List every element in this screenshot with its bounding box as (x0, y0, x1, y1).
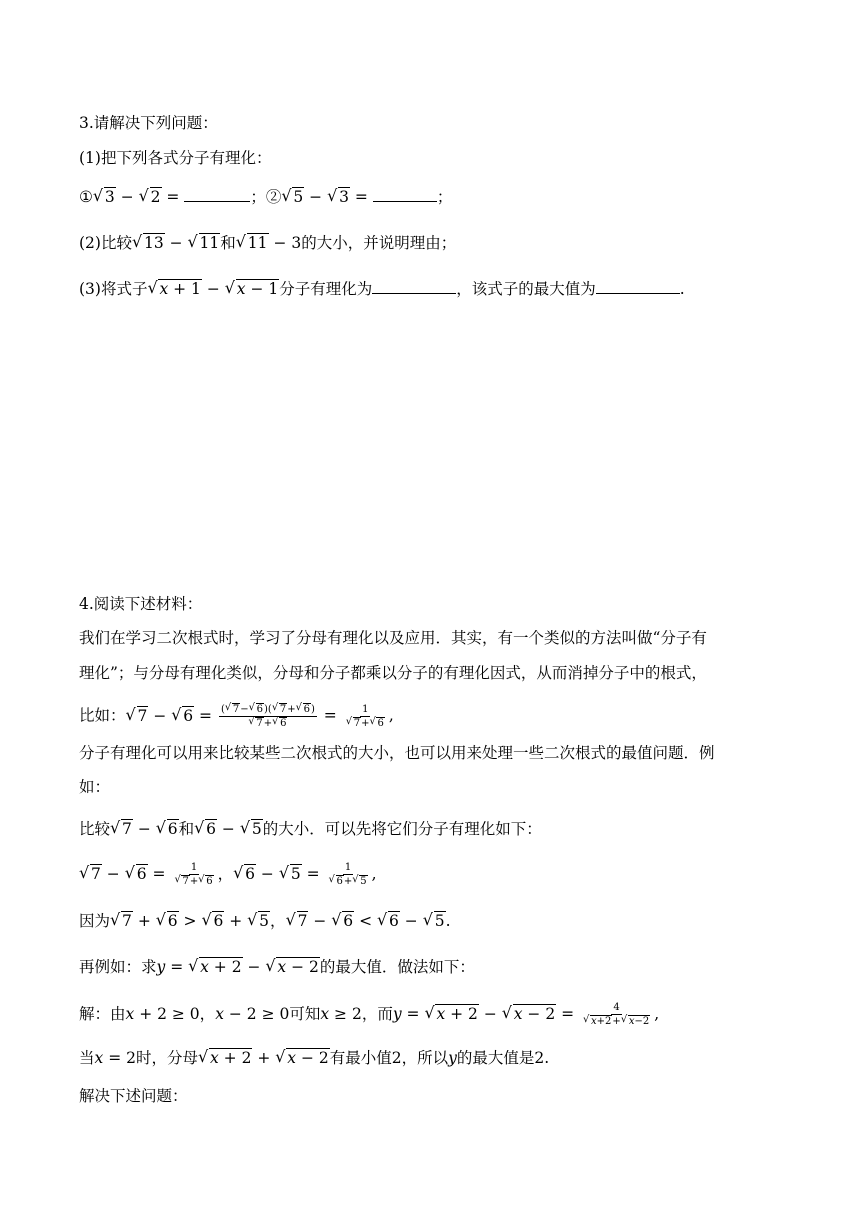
expr-sqrt5-minus-sqrt3: √ 5 − √ 3 = (281, 188, 372, 206)
circled-two: ② (265, 188, 282, 206)
q4-para2-line2: 如： (79, 778, 111, 796)
expr-sqrt-x1-minus-sqrt-x1: √ x + 1 − √ x − 1 (147, 280, 279, 298)
fraction-expansion: (√ 7−√ 6)(√ 7+√ 6) √ 7+√ 6 (219, 703, 317, 730)
q4-solution: 解：由x + 2 ≥ 0，x − 2 ≥ 0可知x ≥ 2，而y = √ x + 2 − √ x − 2 = 4 √ x+2+√ x−2 , (79, 1002, 659, 1028)
q4-title: 4.阅读下述材料： (79, 595, 203, 613)
q4-because: 因为√ 7 + √ 6 > √ 6 + √ 5，√ 7 − √ 6 < √ 6 − √ 5. (79, 910, 451, 932)
q4-rationalized: √ 7 − √ 6 = 1 √ 7+√ 6 ，√ 6 − √ 5 = 1 √ 6+√ 5 , (79, 862, 377, 888)
expr-sqrt13-minus-sqrt11: √ 13 − √ 11 (132, 234, 220, 252)
q4-para1-line2: 理化”；与分母有理化类似，分母和分子都乘以分子的有理化因式，从而消掉分子中的根式， (79, 664, 707, 682)
q3-part1-heading: (1)把下列各式分子有理化： (79, 149, 272, 167)
q3-part3: (3)将式子√ x + 1 − √ x − 1分子有理化为 ，该式子的最大值为 . (79, 278, 685, 300)
q4-final: 解决下述问题： (79, 1087, 188, 1105)
q4-para1-line1: 我们在学习二次根式时，学习了分母有理化以及应用．其实，有一个类似的方法叫做“分子有 (79, 629, 707, 647)
q3-part2: (2)比较√ 13 − √ 11和√ 11 − 3的大小，并说明理由； (79, 232, 456, 254)
answer-blank-3[interactable] (372, 278, 456, 294)
answer-blank-4[interactable] (596, 278, 680, 294)
expr-sqrt3-minus-sqrt2: √ 3 − √ 2 = (93, 188, 184, 206)
q4-when: 当x = 2时，分母√ x + 2 + √ x − 2有最小值2，所以y的最大值是2. (79, 1047, 549, 1069)
expr-sqrt11-minus-3: √ 11 − 3 (236, 234, 301, 252)
q4-compare: 比较√ 7 − √ 6和√ 6 − √ 5的大小．可以先将它们分子有理化如下： (79, 818, 542, 840)
q3-title: 3.请解决下列问题： (79, 114, 218, 132)
fraction-result: 1 √ 7+√ 6 (344, 704, 387, 730)
circled-one: ① (79, 188, 93, 206)
answer-blank-2[interactable] (373, 186, 437, 202)
answer-blank-1[interactable] (184, 186, 250, 202)
q4-para2-line1: 分子有理化可以用来比较某些二次根式的大小，也可以用来处理一些二次根式的最值问题．例 (79, 744, 715, 762)
q3-part1-expressions: ①√ 3 − √ 2 = ；②√ 5 − √ 3 = ； (79, 186, 452, 208)
q4-again: 再例如：求y = √ x + 2 − √ x − 2的最大值．做法如下： (79, 956, 475, 978)
q4-example1: 比如：√ 7 − √ 6 = (√ 7−√ 6)(√ 7+√ 6) √ 7+√ 6 = 1 √ 7+√ 6 , (79, 703, 394, 730)
